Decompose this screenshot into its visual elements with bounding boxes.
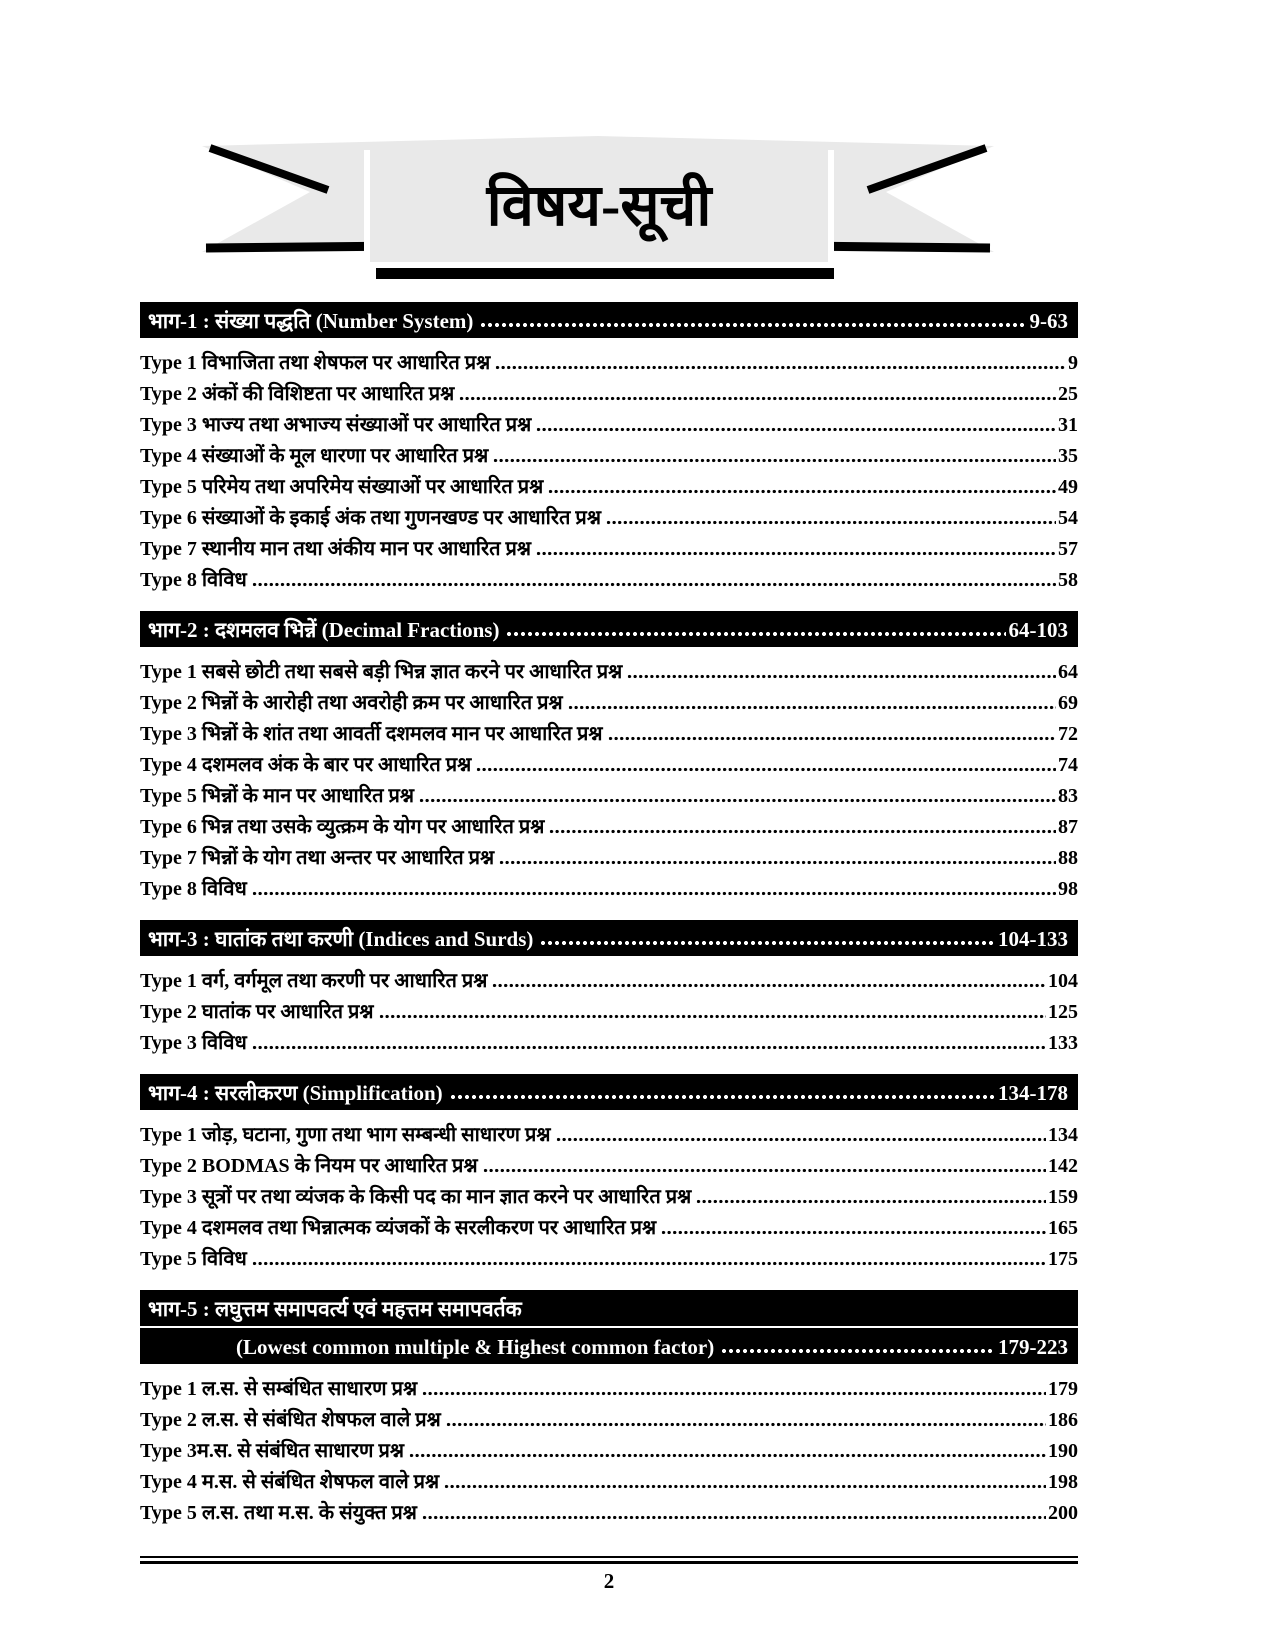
toc-entry [140,996,1078,1027]
leader-dots [606,520,1056,525]
entry-page: 54 [1058,507,1078,529]
toc-section [140,611,1078,904]
entry-page: 200 [1048,1502,1078,1524]
entry-label: Type 1 विभाजिता तथा शेषफल पर आधारित प्रश्न [140,352,491,374]
leader-dots [409,1453,1046,1458]
leader-dots [661,1230,1046,1235]
toc-entry [140,564,1078,595]
toc-entry [140,842,1078,873]
entry-label: Type 2 BODMAS के नियम पर आधारित प्रश्न [140,1155,478,1177]
entry-label: Type 3 भिन्नों के शांत तथा आवर्ती दशमलव मान पर आधारित प्रश्न [140,723,603,745]
section-header-bar [140,1290,1078,1364]
entry-label: Type 3 विविध [140,1032,247,1054]
leader-dots [480,322,1026,328]
entry-label: Type 5 विविध [140,1248,247,1270]
entry-page: 49 [1058,476,1078,498]
toc-entry [140,1435,1078,1466]
entry-label: Type 6 भिन्न तथा उसके व्युत्क्रम के योग पर आधारित प्रश्न [140,816,545,838]
toc-entry [140,811,1078,842]
section-entries [140,1119,1078,1274]
section-title: (Lowest common multiple & Highest common factor) [236,1335,715,1359]
leader-dots [556,1137,1047,1142]
entry-page: 159 [1048,1186,1078,1208]
leader-dots [536,551,1056,556]
page-footer [140,1556,1078,1594]
section-header-bar [140,920,1078,956]
entry-label: Type 7 भिन्नों के योग तथा अन्तर पर आधारित प्रश्न [140,847,495,869]
toc-entry [140,718,1078,749]
entry-label: Type 7 स्थानीय मान तथा अंकीय मान पर आधारित प्रश्न [140,538,532,560]
leader-dots [493,458,1056,463]
page-number: 2 [603,1569,615,1593]
leader-dots [492,983,1046,988]
section-entries [140,1373,1078,1528]
toc-entry [140,1404,1078,1435]
leader-dots [696,1199,1046,1204]
leader-dots [495,365,1066,370]
toc-entry [140,687,1078,718]
entry-page: 125 [1048,1001,1078,1023]
leader-dots [721,1348,995,1354]
entry-page: 179 [1048,1378,1078,1400]
footer-divider [140,1556,1078,1564]
leader-dots [252,891,1056,896]
entry-page: 72 [1058,723,1078,745]
entry-label: Type 5 भिन्नों के मान पर आधारित प्रश्न [140,785,415,807]
entry-label: Type 8 विविध [140,878,247,900]
leader-dots [548,489,1056,494]
banner-shadow-bar [376,268,834,279]
leader-dots [549,829,1056,834]
toc-entry [140,656,1078,687]
section-page-range: 9-63 [1029,309,1068,333]
leader-dots [627,674,1056,679]
leader-dots [252,582,1056,587]
toc-sections [140,302,1078,1528]
entry-page: 74 [1058,754,1078,776]
section-title: भाग-5 : लघुत्तम समापवर्त्य एवं महत्तम समापवर्तक [148,1297,522,1321]
entry-page: 190 [1048,1440,1078,1462]
section-entries [140,656,1078,904]
entry-page: 83 [1058,785,1078,807]
toc-entry [140,1150,1078,1181]
entry-page: 142 [1048,1155,1078,1177]
leader-dots [608,736,1056,741]
toc-section [140,920,1078,1058]
entry-page: 58 [1058,569,1078,591]
leader-dots [540,940,995,946]
entry-label: Type 4 दशमलव तथा भिन्नात्मक व्यंजकों के सरलीकरण पर आधारित प्रश्न [140,1217,657,1239]
toc-entry [140,1212,1078,1243]
toc-entry [140,873,1078,904]
section-header-bar [140,302,1078,338]
entry-page: 87 [1058,816,1078,838]
leader-dots [446,1422,1046,1427]
entry-label: Type 4 दशमलव अंक के बार पर आधारित प्रश्न [140,754,472,776]
toc-entry [140,1181,1078,1212]
entry-label: Type 5 ल.स. तथा म.स. के संयुक्त प्रश्न [140,1502,417,1524]
entry-label: Type 3 सूत्रों पर तथा व्यंजक के किसी पद का मान ज्ञात करने पर आधारित प्रश्न [140,1186,692,1208]
entry-page: 31 [1058,414,1078,436]
section-entries [140,965,1078,1058]
toc-entry [140,1466,1078,1497]
toc-entry [140,1373,1078,1404]
entry-label: Type 1 जोड़, घटाना, गुणा तथा भाग सम्बन्धी साधारण प्रश्न [140,1124,551,1146]
toc-entry [140,1497,1078,1528]
entry-page: 25 [1058,383,1078,405]
toc-section [140,1290,1078,1528]
toc-entry [140,533,1078,564]
entry-label: Type 2 ल.स. से संबंधित शेषफल वाले प्रश्न [140,1409,441,1431]
entry-page: 64 [1058,661,1078,683]
toc-entry [140,471,1078,502]
entry-page: 165 [1048,1217,1078,1239]
section-page-range: 104-133 [998,927,1068,951]
toc-entry [140,409,1078,440]
toc-entry [140,347,1078,378]
entry-page: 57 [1058,538,1078,560]
entry-label: Type 3 भाज्य तथा अभाज्य संख्याओं पर आधारित प्रश्न [140,414,532,436]
entry-page: 98 [1058,878,1078,900]
leader-dots [419,798,1056,803]
page-title: विषय-सूची [486,172,712,238]
leader-dots [379,1014,1046,1019]
section-header-line [140,611,1078,647]
toc-entry [140,1119,1078,1150]
section-header-bar [140,611,1078,647]
leader-dots [252,1045,1046,1050]
entry-label: Type 1 वर्ग, वर्गमूल तथा करणी पर आधारित प्रश्न [140,970,488,992]
entry-page: 88 [1058,847,1078,869]
entry-label: Type 2 अंकों की विशिष्टता पर आधारित प्रश्न [140,383,455,405]
leader-dots [568,705,1056,710]
leader-dots [476,767,1056,772]
section-title: भाग-1 : संख्या पद्धति (Number System) [148,309,474,333]
toc-entry [140,502,1078,533]
section-header-line [140,302,1078,338]
section-entries [140,347,1078,595]
entry-label: Type 1 सबसे छोटी तथा सबसे बड़ी भिन्न ज्ञात करने पर आधारित प्रश्न [140,661,623,683]
entry-label: Type 4 संख्याओं के मूल धारणा पर आधारित प्रश्न [140,445,489,467]
leader-dots [499,860,1056,865]
toc-entry [140,440,1078,471]
leader-dots [506,631,1005,637]
entry-label: Type 5 परिमेय तथा अपरिमेय संख्याओं पर आधारित प्रश्न [140,476,544,498]
entry-page: 69 [1058,692,1078,714]
entry-label: Type 1 ल.स. से सम्बंधित साधारण प्रश्न [140,1378,418,1400]
entry-page: 133 [1048,1032,1078,1054]
entry-page: 104 [1048,970,1078,992]
entry-page: 35 [1058,445,1078,467]
section-page-range: 64-103 [1008,618,1068,642]
section-header-line [140,1074,1078,1110]
entry-label: Type 8 विविध [140,569,247,591]
section-header-line [140,1290,1078,1326]
entry-label: Type 3म.स. से संबंधित साधारण प्रश्न [140,1440,405,1462]
entry-page: 9 [1068,352,1078,374]
section-header-line [140,920,1078,956]
title-banner [198,126,998,286]
entry-label: Type 6 संख्याओं के इकाई अंक तथा गुणनखण्ड पर आधारित प्रश्न [140,507,601,529]
entry-page: 186 [1048,1409,1078,1431]
leader-dots [536,427,1056,432]
leader-dots [450,1094,995,1100]
entry-label: Type 2 भिन्नों के आरोही तथा अवरोही क्रम पर आधारित प्रश्न [140,692,563,714]
toc-page [140,0,1078,1594]
toc-entry [140,1027,1078,1058]
section-page-range: 179-223 [998,1335,1068,1359]
toc-section [140,302,1078,595]
leader-dots [444,1484,1046,1489]
toc-entry [140,780,1078,811]
section-header-bar [140,1074,1078,1110]
leader-dots [422,1515,1046,1520]
entry-page: 134 [1048,1124,1078,1146]
toc-entry [140,965,1078,996]
leader-dots [252,1261,1046,1266]
section-title: भाग-4 : सरलीकरण (Simplification) [148,1081,443,1105]
section-header-line [140,1328,1078,1364]
toc-entry [140,1243,1078,1274]
leader-dots [459,396,1056,401]
entry-label: Type 4 म.स. से संबंधित शेषफल वाले प्रश्न [140,1471,440,1493]
banner-panel [364,150,834,262]
leader-dots [422,1391,1046,1396]
toc-entry [140,749,1078,780]
toc-entry [140,378,1078,409]
toc-section [140,1074,1078,1274]
entry-page: 198 [1048,1471,1078,1493]
section-page-range: 134-178 [998,1081,1068,1105]
entry-label: Type 2 घातांक पर आधारित प्रश्न [140,1001,374,1023]
section-title: भाग-3 : घातांक तथा करणी (Indices and Surds) [148,927,534,951]
leader-dots [483,1168,1046,1173]
section-title: भाग-2 : दशमलव भिन्नें (Decimal Fractions) [148,618,500,642]
entry-page: 175 [1048,1248,1078,1270]
